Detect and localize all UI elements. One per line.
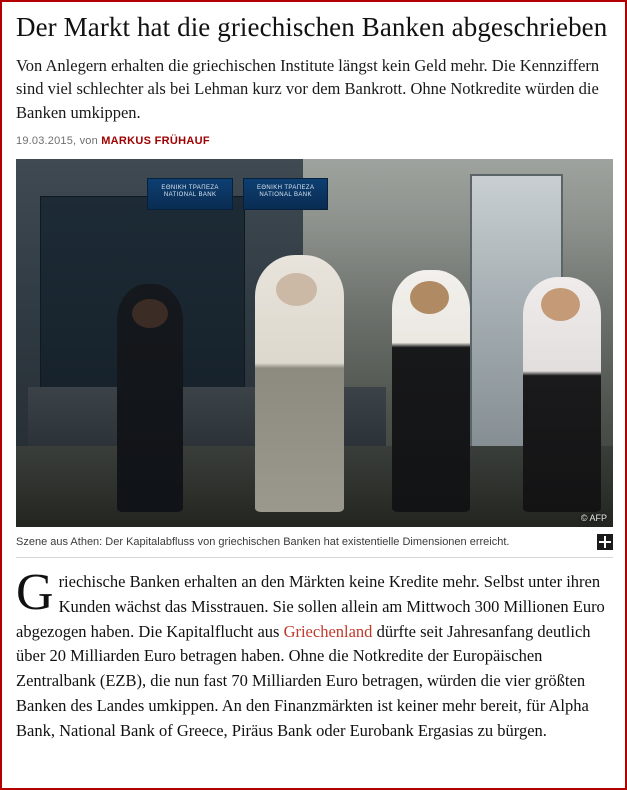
figure-caption-row [16,527,613,558]
bank-sign-left-label: ΕΘΝΙΚΗ ΤΡΑΠΕΖΑ NATIONAL BANK [161,184,219,199]
page-title: Der Markt hat die griechischen Banken abgeschrieben [16,12,608,42]
photo-credit: © AFP [580,513,607,524]
body-text-part-1: riechische Banken erhalten an den Märkten keine Kredite mehr. Selbst unter ihren Kunden wächst das Misstrauen. Sie sollen allein am Mittwoch 300 Millionen Euro abgezogen haben. Die Kapitalflucht aus [16,572,605,641]
article-photo[interactable] [16,159,613,527]
bank-sign-left [147,178,233,210]
expand-arrows-icon[interactable] [597,534,613,550]
publish-date: 19.03.2015, [16,135,77,148]
article-standfirst: Von Anlegern erhalten die griechischen Institute längst kein Geld mehr. Die Kennziffern sind viel schlechter als bei Lehman kurz vor dem Bankrott. Ohne Notkredite würden die Banken umkippen. [16,55,600,122]
photo-person-3-head [410,281,449,314]
drop-cap: G [16,564,54,622]
article-body-paragraph [16,564,611,743]
bank-sign-right-label: ΕΘΝΙΚΗ ΤΡΑΠΕΖΑ NATIONAL BANK [256,184,315,199]
inline-link-griechenland[interactable]: Griechenland [283,621,373,641]
author-name[interactable]: MARKUS FRÜHAUF [101,135,210,148]
bank-sign-right [243,178,329,210]
body-text-part-2: dürfte seit Jahresanfang deutlich über 20 Milliarden Euro betragen haben. Ohne die Notkredite der Europäischen Zentralbank (EZB), die nun fast 70 Milliarden Euro betragen, würden die vier größten Banken des Landes umkippen. An den Finanzmärkten ist keiner mehr bereit, für Alpha Bank, National Bank of Greece, Piräus Bank oder Eurobank Ergasias zu bürgen. [16,621,591,740]
byline [16,135,611,147]
photo-person-4-head [541,288,580,321]
byline-prefix: von [79,135,98,148]
figure-caption: Szene aus Athen: Der Kapitalabfluss von griechischen Banken hat existentielle Dimensionen erreicht. [16,535,510,548]
article-figure [16,159,613,558]
